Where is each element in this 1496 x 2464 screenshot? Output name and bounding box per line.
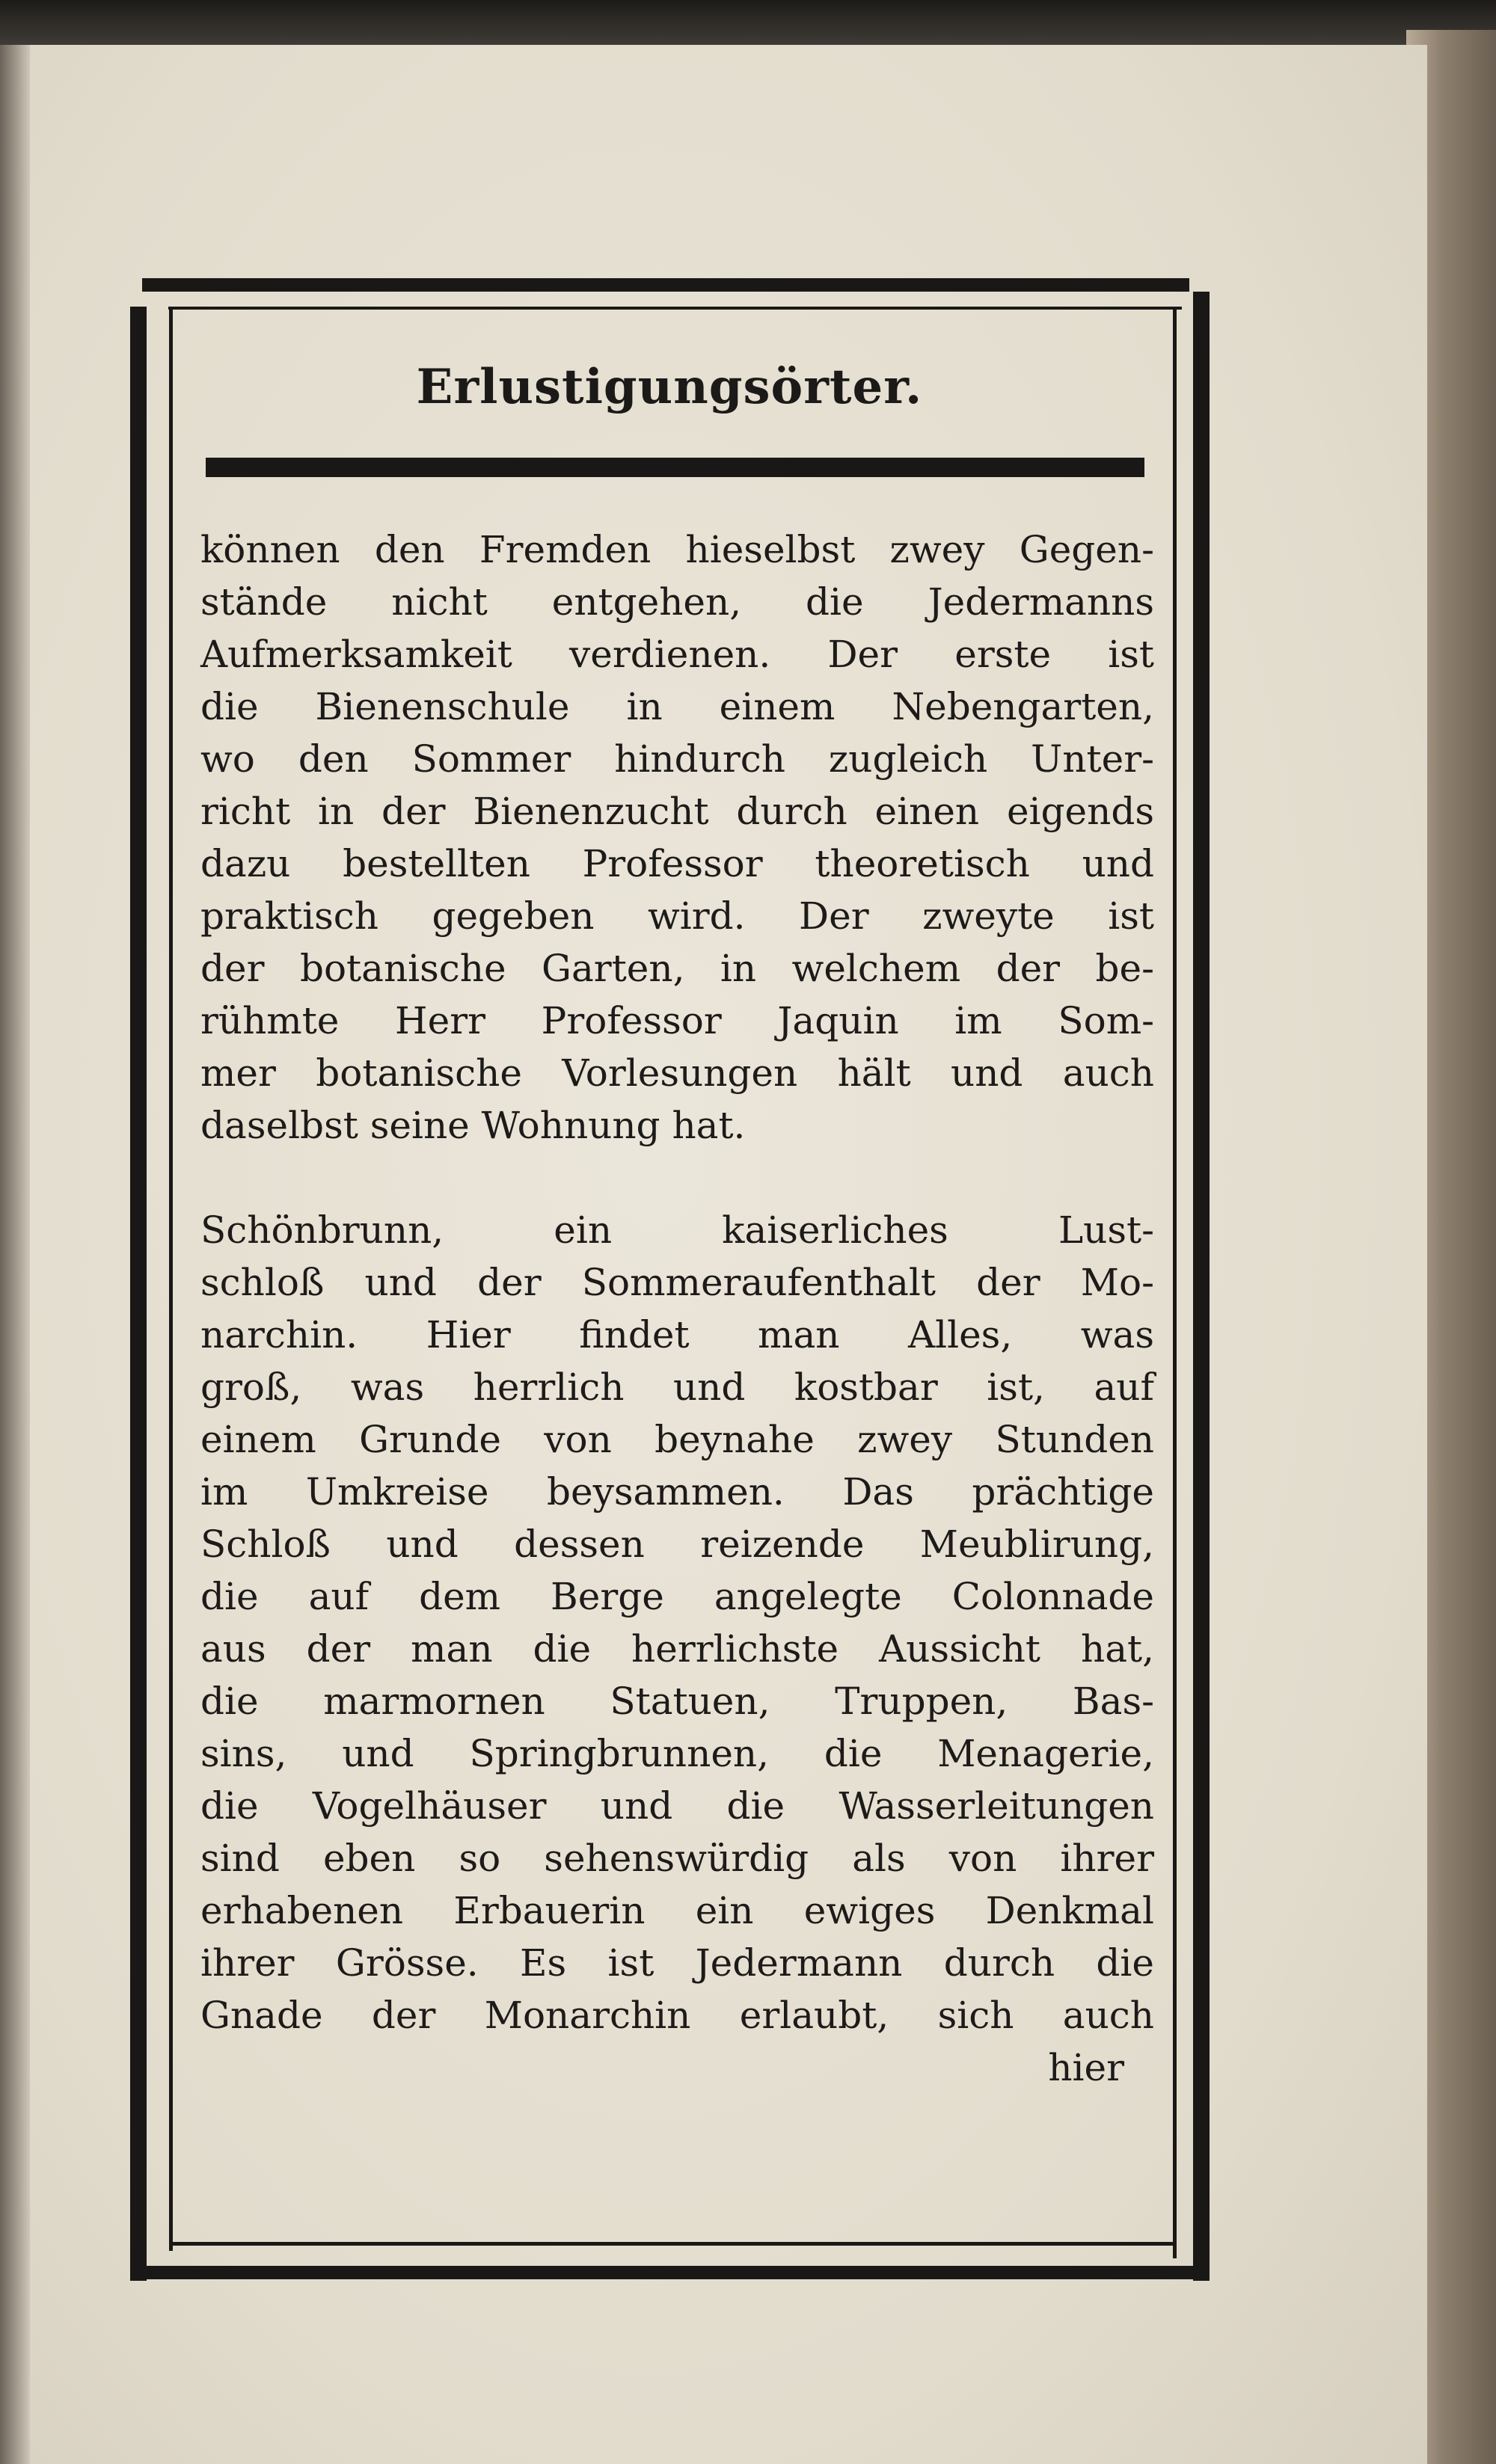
frame-left-thick-rule — [130, 307, 147, 2281]
frame-top-thick-rule — [142, 278, 1189, 292]
paragraph-gap — [200, 1152, 1154, 1204]
text-line: die marmornen Statuen, Truppen, Bas- — [200, 1680, 1154, 1723]
frame-bottom-thick-rule — [142, 2266, 1210, 2279]
catchword: hier — [1048, 2046, 1124, 2089]
text-line: die auf dem Berge angelegte Colonnade — [200, 1575, 1154, 1618]
text-line: rühmte Herr Professor Jaquin im Som- — [200, 999, 1154, 1042]
text-line: ihrer Grösse. Es ist Jedermann durch die — [200, 1941, 1154, 1985]
text-line: können den Fremden hieselbst zwey Gegen- — [200, 528, 1154, 571]
text-line: richt in der Bienenzucht durch einen eigends — [200, 790, 1154, 833]
text-line: mer botanische Vorlesungen hält und auch — [200, 1051, 1154, 1095]
text-line: erhabenen Erbauerin ein ewiges Denkmal — [200, 1889, 1154, 1932]
frame-right-thick-rule — [1193, 292, 1210, 2281]
frame-bottom-thin-rule — [169, 2242, 1177, 2246]
text-line: Schönbrunn, ein kaiserliches Lust- — [200, 1208, 1154, 1252]
gutter-shadow — [0, 45, 30, 2464]
running-head: Erlustigungsörter. — [416, 359, 923, 415]
text-line: sind eben so sehenswürdig als von ihrer — [200, 1837, 1154, 1880]
text-line: daselbst seine Wohnung hat. — [200, 1104, 746, 1147]
body-text — [200, 523, 1154, 2094]
text-line: sins, und Springbrunnen, die Menagerie, — [200, 1732, 1154, 1775]
text-line: die Vogelhäuser und die Wasserleitungen — [200, 1784, 1154, 1828]
text-line: einem Grunde von beynahe zwey Stunden — [200, 1418, 1154, 1461]
frame-top-thin-rule — [168, 307, 1182, 310]
text-line: stände nicht entgehen, die Jedermanns — [200, 580, 1154, 624]
frame-right-thin-rule — [1173, 307, 1177, 2258]
text-line: narchin. Hier findet man Alles, was — [200, 1313, 1154, 1357]
text-line: dazu bestellten Professor theoretisch und — [200, 842, 1154, 885]
head-rule — [206, 458, 1144, 477]
text-line: groß, was herrlich und kostbar ist, auf — [200, 1365, 1154, 1409]
text-line: aus der man die herrlichste Aussicht hat, — [200, 1627, 1154, 1671]
text-line: Gnade der Monarchin erlaubt, sich auch — [200, 1994, 1154, 2037]
text-line: Schloß und dessen reizende Meublirung, — [200, 1523, 1154, 1566]
frame-left-thin-rule — [169, 307, 173, 2251]
text-line: praktisch gegeben wird. Der zweyte ist — [200, 894, 1154, 938]
text-line: schloß und der Sommeraufenthalt der Mo- — [200, 1261, 1154, 1304]
text-line: im Umkreise beysammen. Das prächtige — [200, 1470, 1154, 1514]
text-line: der botanische Garten, in welchem der be- — [200, 947, 1154, 990]
text-line: Aufmerksamkeit verdienen. Der erste ist — [200, 633, 1154, 676]
text-line: wo den Sommer hindurch zugleich Unter- — [200, 737, 1154, 781]
text-line: die Bienenschule in einem Nebengarten, — [200, 685, 1154, 728]
